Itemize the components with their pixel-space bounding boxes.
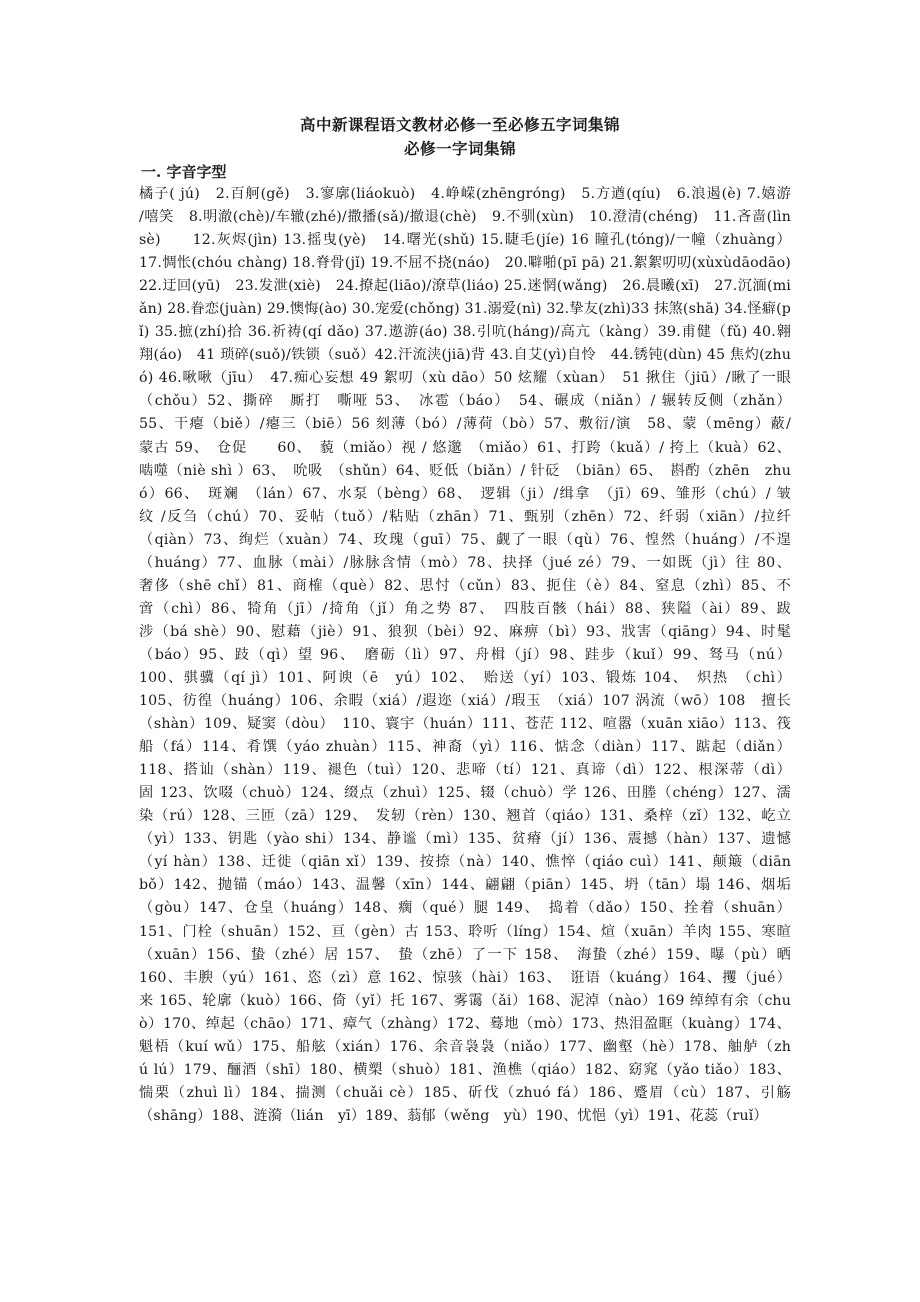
document-subtitle: 必修一字词集锦 [403, 139, 516, 158]
text-line: 奢侈（shē chǐ）81、商榷（què）82、思忖（cǔn）83、扼住（è）84、窒息（zhì）85、不 [139, 577, 791, 594]
text-line: 翔(áo) 41 琐碎(suǒ)/铁锁（suǒ）42.汗流浃(jiā)背 43.自艾(yì)自怜 44.锈钝(dùn) 45 焦灼(zhu [139, 347, 791, 364]
text-line: 啮噬（niè shì ）63、 吮吸 （shǔn）64、贬低（biǎn）/ 针砭 （biān）65、 斟酌（zhēn zhu [139, 462, 791, 479]
text-line: （shàn）109、疑窦（dòu） 110、寰宇（huán）111、苍茫 112、喧嚣（xuān xiāo）113、筏 [139, 716, 791, 733]
text-line: 105、彷徨（huáng）106、余暇（xiá）/遐迩（xiá）/瑕玉 （xiá）107 涡流（wō）108 擅长 [139, 693, 791, 710]
text-line: ǎn) 28.眷恋(juàn) 29.懊悔(ào) 30.宠爱(chǒng) 31.溺爱(nì) 32.挚友(zhì)33 抹煞(shā) 34.怪癖(p [139, 301, 791, 318]
text-line: 惴栗（zhuì lì）184、揣测（chuǎi cè）185、斫伐（zhuó fá）186、蹙眉（cù）187、引觞 [139, 1084, 791, 1101]
text-line: 118、搭讪（shàn）119、褪色（tuì）120、悲啼（tí）121、真谛（dì）122、根深蒂（dì） [139, 762, 791, 779]
section-heading: 一. 字音字型 [141, 163, 227, 181]
text-line: ǐ) 35.摭(zhí)拾 36.祈祷(qí dǎo) 37.遨游(áo) 38.引吭(háng)/高亢（kàng）39.甫健（fǔ) 40.翱 [139, 324, 791, 341]
text-line: 固 123、饮啜（chuò）124、缀点（zhuì）125、辍（chuò）学 126、田塍（chéng）127、濡 [139, 785, 791, 802]
text-line: ó）66、 斑斓 （lán）67、水泵（bèng）68、 逻辑（ji）/缉拿 （jī）69、雏形（chú）/ 皱 [139, 485, 791, 502]
text-line: 啻（chì）86、犄角（jī）/掎角（jǐ）角之势 87、 四肢百骸（hái）88、狭隘（ài）89、跋 [139, 600, 791, 617]
text-line: 22.迂回(yū) 23.发泄(xiè) 24.撩起(liāo)/潦草(liáo) 25.迷惘(wǎng) 26.晨曦(xī) 27.沉湎(mi [139, 278, 791, 295]
text-line: （báo）95、跂（qì）望 96、 磨砺（lì）97、舟楫（jí）98、跬步（kuǐ）99、驽马（nú） [139, 646, 791, 663]
text-line: 橘子( jú) 2.百舸(gě) 3.寥廓(liáokuò) 4.峥嵘(zhēngróng) 5.方遒(qíu) 6.浪遏(è) 7.嬉游 [139, 186, 791, 202]
document-title: 高中新课程语文教材必修一至必修五字词集锦 [299, 115, 620, 134]
text-line: （chǒu）52、撕碎 厮打 嘶哑 53、 冰雹（báo） 54、碾成（niǎn）/ 辗转反侧（zhǎn） [139, 393, 791, 410]
text-line: 来 165、轮廓（kuò）166、倚（yǐ）托 167、雾霭（ǎi）168、泥淖（nào）169 绰绰有余（chu [139, 992, 791, 1009]
text-line: （huáng）77、血脉（mài）/脉脉含情（mò）78、抉择（jué zé）79、一如既（jì）往 80、 [139, 554, 791, 571]
text-line: 魁梧（kuí wǔ）175、船舷（xián）176、余音袅袅（niǎo）177、幽壑（hè）178、舳舻（zh [139, 1038, 791, 1055]
text-line: sè) 12.灰烬(jìn) 13.摇曳(yè) 14.曙光(shǔ) 15.睫毛(jíe) 16 瞳孔(tóng)/一幢（zhuàng） [139, 232, 791, 249]
text-line: （gòu）147、仓皇（huáng）148、瘸（qué）腿 149、 捣着（dǎo）150、拴着（shuān） [139, 900, 791, 917]
text-line: 船（fá）114、肴馔（yáo zhuàn）115、神裔（yì）116、惦念（diàn）117、踮起（diǎn） [139, 739, 791, 756]
text-line: （yí hàn）138、迁徙（qiān xǐ）139、按捺（nà）140、憔悴（qiáo cuì）141、颠簸（diān [139, 854, 791, 871]
text-line: 160、丰腴（yú）161、恣（zì）意 162、惊骇（hài）163、 诳语（kuáng）164、攫（jué） [139, 969, 791, 986]
text-line: /嘻笑 8.明澈(chè)/车辙(zhé)/撒播(sǎ)/撤退(chè) 9.不驯(xùn) 10.澄清(chéng) 11.吝啬(lìn [139, 209, 791, 226]
text-line: ò）170、绰起（chāo）171、瘴气（zhàng）172、蓦地（mò）173、热泪盈眶（kuàng）174、 [139, 1015, 791, 1032]
text-line: 55、干瘪（biě）/瘪三（biē）56 刻薄（bó）/薄荷（bò）57、敷衍/演 58、蒙（mēng）蔽/ [139, 416, 791, 433]
text-line: 涉（bá shè）90、慰藉（jiè）91、狼狈（bèi）92、麻痹（bì）93、戕害（qiāng）94、时髦 [139, 623, 791, 640]
text-line: （xuān）156、蛰（zhé）居 157、 蛰（zhē）了一下 158、 海蛰（zhé）159、曝（pù）晒 [139, 946, 791, 963]
document-body [139, 183, 791, 1128]
text-line: 纹 /反刍（chú）70、妥帖（tuǒ）/粘贴（zhān）71、甄别（zhēn）72、纤弱（xiān）/拉纤 [139, 508, 791, 525]
text-line: ó) 46.啾啾（jīu） 47.痴心妄想 49 絮叨（xù dāo）50 炫耀（xùan） 51 揪住（jiū）/瞅了一眼 [139, 370, 791, 387]
text-line: （shāng）188、涟漪（lián yī）189、蓊郁（wěng yù）190、忧悒（yì）191、花蕊（ruǐ） [139, 1107, 768, 1124]
text-line: bǒ）142、抛锚（máo）143、温馨（xīn）144、翩翩（piān）145、坍（tān）塌 146、烟垢 [139, 877, 791, 894]
text-line: （yì）133、钥匙（yào shi）134、静谧（mì）135、贫瘠（jí）136、震撼（hàn）137、遗憾 [139, 831, 791, 848]
text-line: ú lú）179、酾酒（shī）180、横槊（shuò）181、渔樵（qiáo）182、窈窕（yǎo tiǎo）183、 [139, 1061, 791, 1078]
text-line: （qiàn）73、绚烂（xuàn）74、玫瑰（guī）75、觑了一眼（qù）76、惶然（huáng）/不遑 [139, 531, 791, 548]
text-line: 100、骐骥（qí jì）101、阿谀（ē yú）102、 贻送（yí）103、锻炼 104、 炽热 （chì） [139, 669, 791, 686]
text-line: 蒙古 59、 仓促 60、 藐（miǎo）视 / 悠邈 （miǎo）61、打跨（kuǎ）/ 挎上（kuà）62、 [139, 439, 791, 456]
text-line: 17.惆怅(chóu chàng) 18.脊骨(jǐ) 19.不屈不挠(náo) 20.噼啪(pī pā) 21.絮絮叨叨(xùxùdāodāo) [139, 255, 791, 272]
text-line: 染（rú）128、三匝（zā）129、 发轫（rèn）130、翘首（qiáo）131、桑梓（zǐ）132、屹立 [139, 808, 791, 825]
text-line: 151、门栓（shuān）152、亘（gèn）古 153、聆听（líng）154、煊（xuān）羊肉 155、寒暄 [139, 923, 791, 940]
